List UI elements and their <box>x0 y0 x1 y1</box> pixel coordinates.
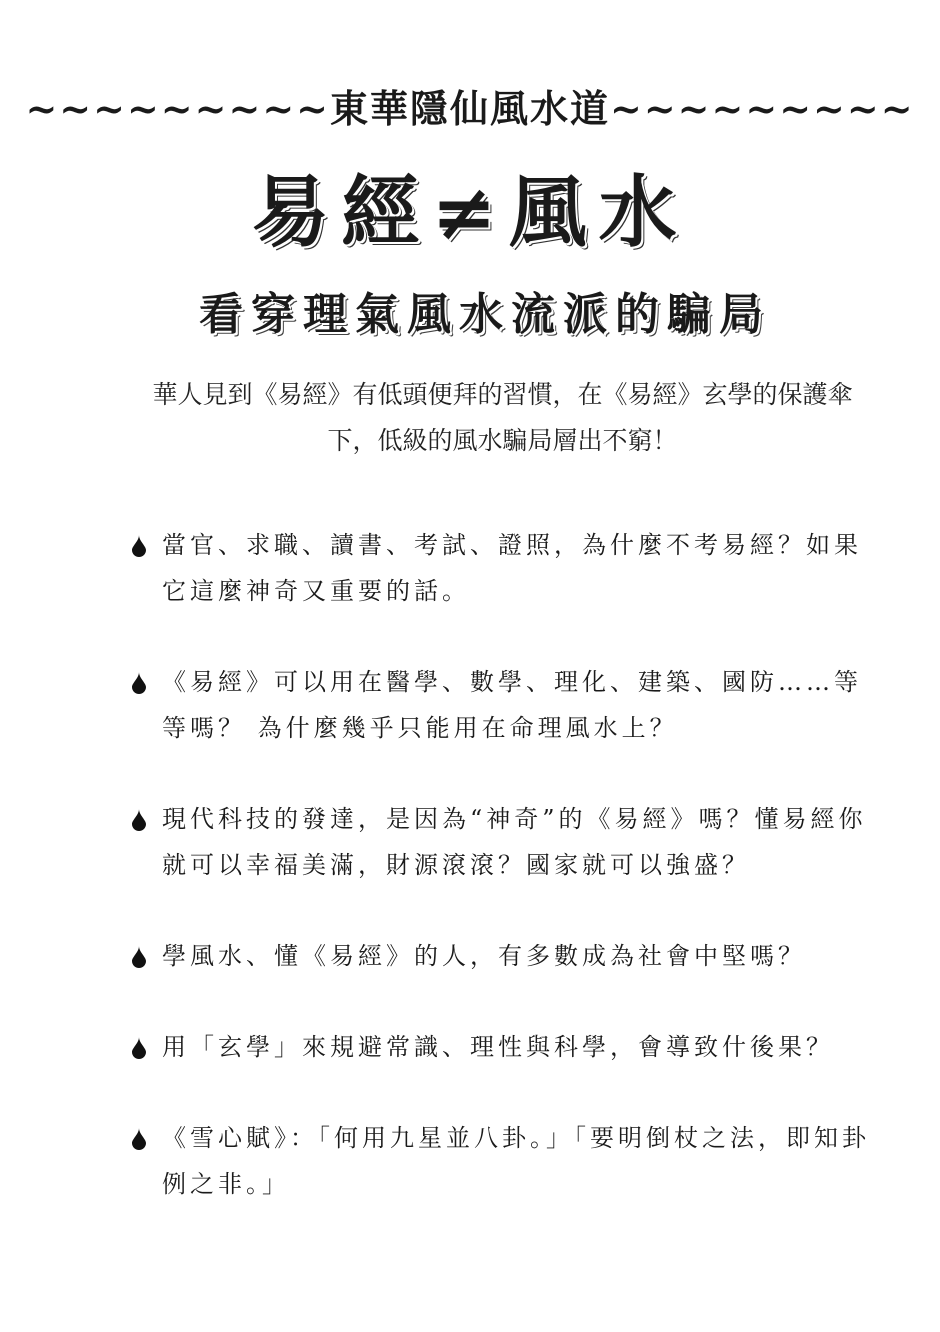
list-item-text: 《易經》可以用在醫學、數學、理化、建築、國防……等等嗎？ 為什麼幾乎只能用在命理風水上？ <box>162 668 862 742</box>
list-item <box>132 659 872 751</box>
teardrop-bullet-icon <box>132 672 146 694</box>
teardrop-bullet-icon <box>132 535 146 557</box>
list-item-text: 《雪心賦》：「何用九星並八卦。」「要明倒杖之法，即知卦例之非。」 <box>162 1124 870 1198</box>
teardrop-bullet-icon <box>132 1037 146 1059</box>
teardrop-bullet-icon <box>132 809 146 831</box>
intro-paragraph: 華人見到《易經》有低頭便拜的習慣，在《易經》玄學的保護傘下，低級的風水騙局層出不窮！ <box>152 380 853 455</box>
list-item-text: 當官、求職、讀書、考試、證照，為什麼不考易經？如果它這麼神奇又重要的話。 <box>162 531 862 605</box>
header-banner: ~~~~~~~~~東華隱仙風水道~~~~~~~~~ <box>25 86 915 131</box>
page-subtitle: 看穿理氣風水流派的騙局 <box>199 289 771 340</box>
bullet-list <box>132 522 872 1207</box>
list-item <box>132 522 872 614</box>
list-item-text: 用「玄學」來規避常識、理性與科學，會導致什後果？ <box>162 1033 834 1061</box>
list-item-text: 學風水、懂《易經》的人，有多數成為社會中堅嗎？ <box>162 942 806 970</box>
list-item <box>132 1115 872 1207</box>
list-item <box>132 933 872 979</box>
page-title: 易經≠風水 <box>251 167 689 258</box>
list-item <box>132 796 872 888</box>
teardrop-bullet-icon <box>132 946 146 968</box>
list-item-text: 現代科技的發達，是因為“神奇”的《易經》嗎？懂易經你就可以幸福美滿，財源滾滾？國家就可以強盛？ <box>162 805 867 879</box>
list-item <box>132 1024 872 1070</box>
teardrop-bullet-icon <box>132 1128 146 1150</box>
